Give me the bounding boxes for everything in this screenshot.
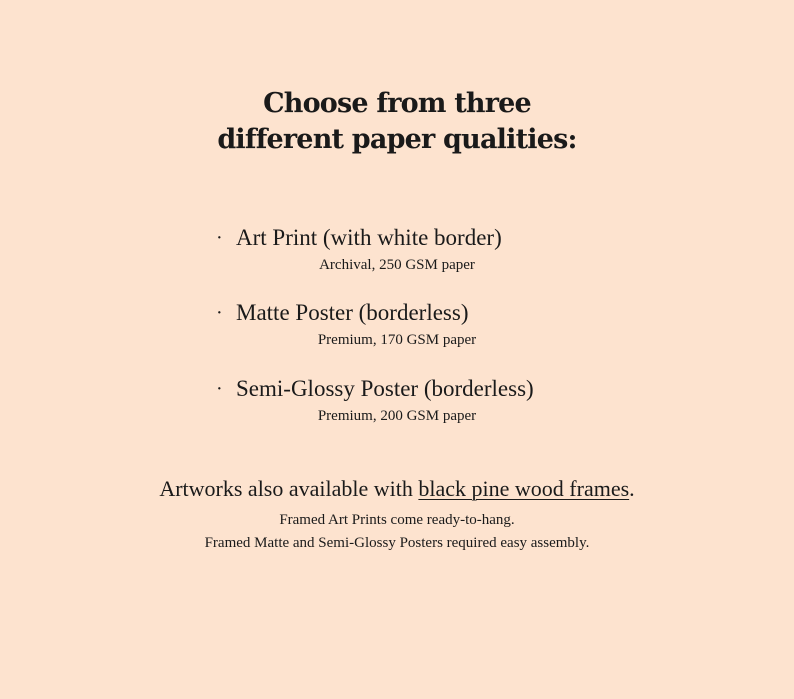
frames-note-ready-to-hang: Framed Art Prints come ready-to-hang. (279, 512, 515, 528)
frames-lead (0, 475, 794, 503)
frames-link[interactable]: black pine wood frames (418, 476, 630, 501)
headline-line-2: different paper qualities: (217, 124, 577, 155)
paper-option-title: Art Print (with white border) (236, 225, 502, 250)
paper-option-title: Matte Poster (borderless) (236, 300, 469, 325)
headline (0, 86, 794, 158)
bullet-icon: · (216, 227, 223, 249)
paper-option-title: Semi-Glossy Poster (borderless) (236, 376, 534, 401)
paper-option-detail: Premium, 200 GSM paper (317, 408, 477, 424)
bullet-icon: · (216, 302, 223, 324)
frames-lead-suffix: . (629, 476, 635, 501)
paper-option-detail: Archival, 250 GSM paper (319, 257, 475, 273)
paper-option-detail: Premium, 170 GSM paper (317, 332, 477, 348)
frames-lead-prefix: Artworks also available with (159, 476, 419, 501)
frames-section (0, 475, 794, 555)
frames-note-assembly: Framed Matte and Semi-Glossy Posters required easy assembly. (204, 535, 590, 551)
headline-line-1: Choose from three (263, 88, 531, 119)
bullet-icon: · (216, 378, 223, 400)
